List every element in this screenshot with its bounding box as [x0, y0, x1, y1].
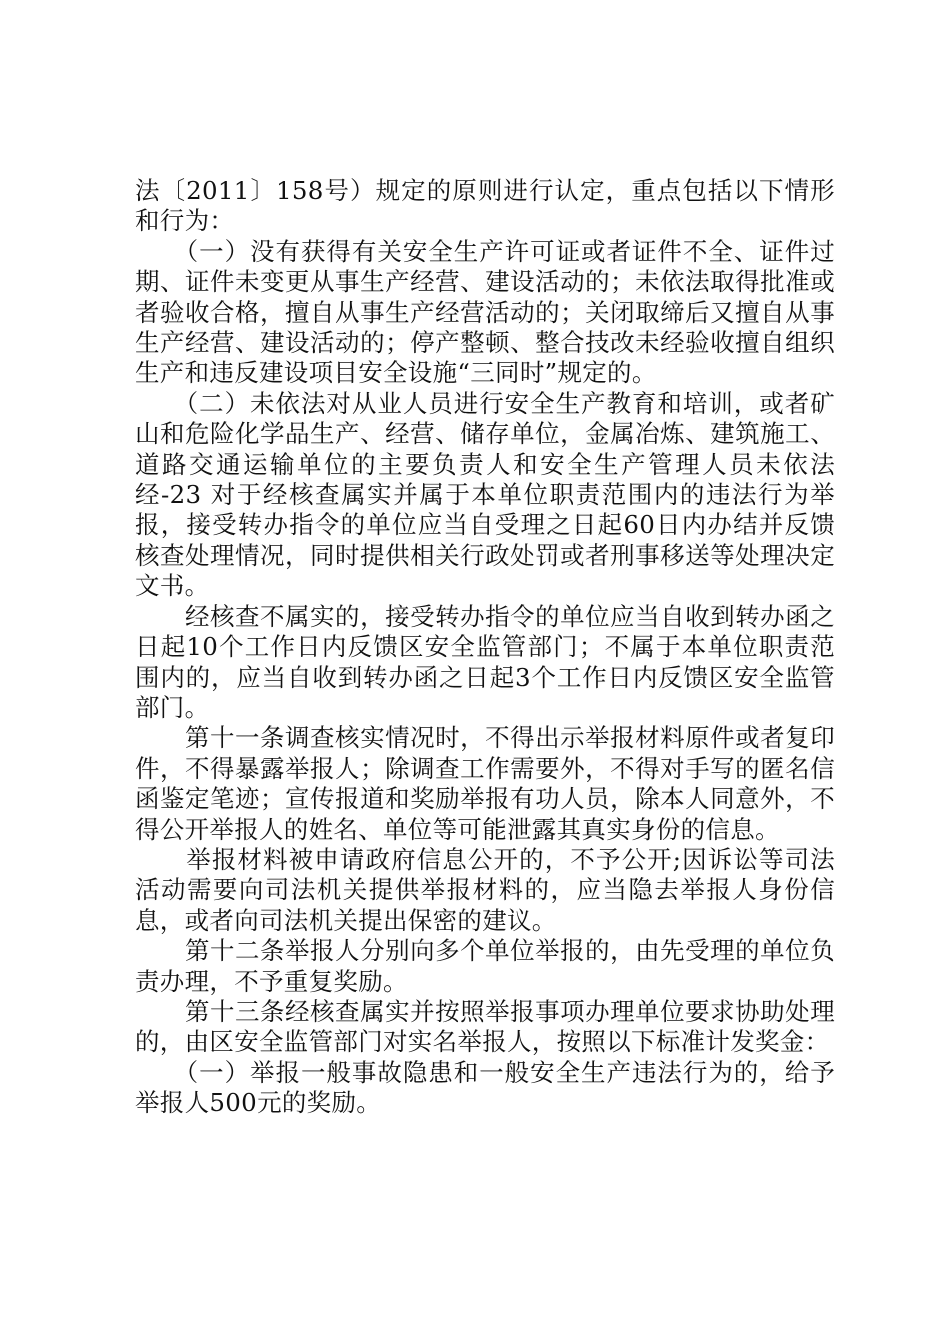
- paragraph-article-13: 第十三条经核查属实并按照举报事项办理单位要求协助处理的，由区安全监管部门对实名举报人，按照以下标准计发奖金：: [135, 996, 835, 1057]
- document-body: [135, 176, 835, 1119]
- paragraph-reward-item-1: （一）举报一般事故隐患和一般安全生产违法行为的，给予举报人500元的奖励。: [135, 1057, 835, 1118]
- paragraph-article-12: 第十二条举报人分别向多个单位举报的，由先受理的单位负责办理，不予重复奖励。: [135, 936, 835, 996]
- paragraph-disclosure: 举报材料被申请政府信息公开的，不予公开;因诉讼等司法活动需要向司法机关提供举报材料的，应当隐去举报人身份信息，或者向司法机关提出保密的建议。: [135, 844, 835, 935]
- paragraph-not-verified: 经核查不属实的，接受转办指令的单位应当自收到转办函之日起10个工作日内反馈区安全监管部门；不属于本单位职责范围内的，应当自收到转办函之日起3个工作日内反馈区安全监管部门。: [135, 601, 835, 722]
- paragraph-item-2: （二）未依法对从业人员进行安全生产教育和培训，或者矿山和危险化学品生产、经营、储存单位，金属冶炼、建筑施工、道路交通运输单位的主要负责人和安全生产管理人员未依法经-23 对于经核查属实并属于本单位职责范围内的违法行为举报，接受转办指令的单位应当自受理之日起60日内办结并反馈核查处理情况，同时提供相关行政处罚或者刑事移送等处理决定文书。: [135, 388, 835, 601]
- paragraph-item-1: （一）没有获得有关安全生产许可证或者证件不全、证件过期、证件未变更从事生产经营、建设活动的；未依法取得批准或者验收合格，擅自从事生产经营活动的；关闭取缔后又擅自从事生产经营、建设活动的；停产整顿、整合技改未经验收擅自组织生产和违反建设项目安全设施“三同时”规定的。: [135, 236, 835, 388]
- paragraph-article-11: 第十一条调查核实情况时，不得出示举报材料原件或者复印件，不得暴露举报人；除调查工作需要外，不得对手写的匿名信函鉴定笔迹；宣传报道和奖励举报有功人员，除本人同意外，不得公开举报人的姓名、单位等可能泄露其真实身份的信息。: [135, 723, 835, 844]
- paragraph-continuation: 法〔2011〕158号）规定的原则进行认定，重点包括以下情形和行为：: [135, 176, 835, 236]
